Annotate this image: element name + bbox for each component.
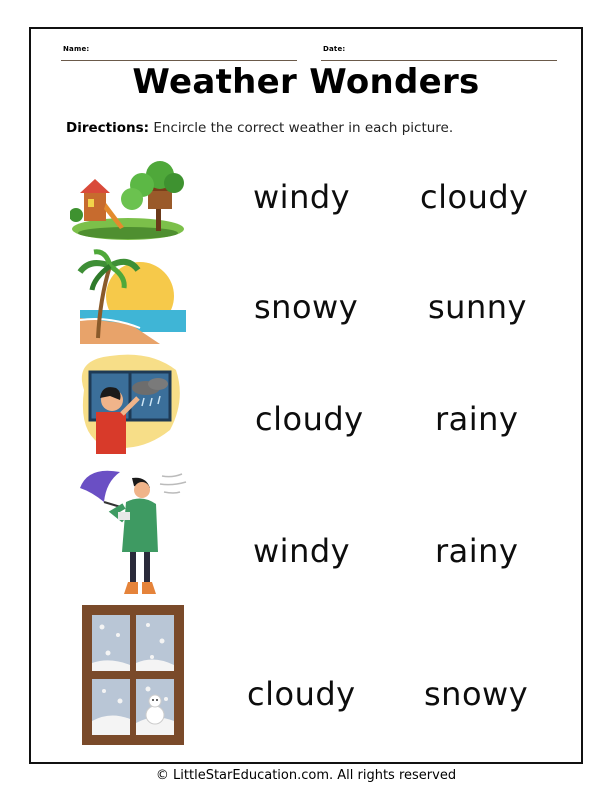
directions-label: Directions: — [66, 120, 150, 136]
woman-umbrella-wind-icon — [76, 462, 188, 600]
option-cloudy[interactable]: cloudy — [255, 400, 364, 438]
window-snow-icon — [82, 605, 184, 745]
window-rain-icon — [70, 350, 186, 454]
option-sunny[interactable]: sunny — [428, 288, 527, 326]
option-windy[interactable]: windy — [253, 178, 351, 216]
copyright-footer: © LittleStarEducation.com. All rights reserved — [155, 768, 457, 783]
directions — [66, 120, 453, 136]
park-trees-icon — [70, 155, 186, 241]
option-rainy[interactable]: rainy — [435, 532, 519, 570]
name-label: Name: — [63, 45, 90, 53]
beach-sun-icon — [70, 248, 186, 344]
date-field[interactable] — [321, 60, 557, 61]
name-field[interactable] — [61, 60, 297, 61]
option-cloudy[interactable]: cloudy — [247, 675, 356, 713]
option-windy[interactable]: windy — [253, 532, 351, 570]
option-snowy[interactable]: snowy — [254, 288, 359, 326]
option-cloudy[interactable]: cloudy — [420, 178, 529, 216]
page-title: Weather Wonders — [132, 62, 480, 102]
option-rainy[interactable]: rainy — [435, 400, 519, 438]
option-snowy[interactable]: snowy — [424, 675, 529, 713]
directions-text: Encircle the correct weather in each picture. — [149, 120, 454, 136]
date-label: Date: — [323, 45, 346, 53]
